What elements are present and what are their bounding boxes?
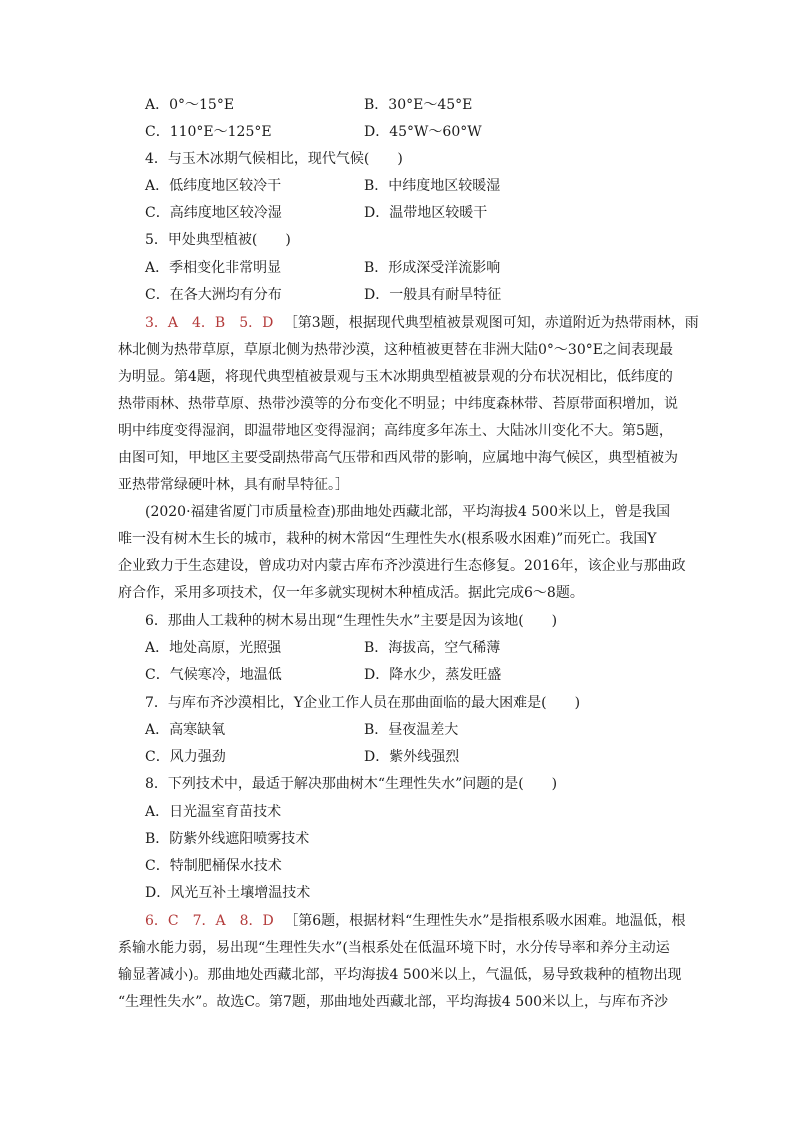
- answer-text: 为明显。第4题，将现代典型植被景观与玉木冰期典型植被景观的分布状况相比，低纬度的: [118, 369, 673, 385]
- answer-text: 输显著减小)。那曲地处西藏北部，平均海拔4 500米以上，气温低，易导致栽种的植物出现: [118, 967, 682, 983]
- q4-option-a: A．低纬度地区较冷干: [145, 178, 282, 194]
- q3-option-c: C．110°E～125°E: [145, 124, 272, 140]
- q7-option-a: A．高寒缺氧: [145, 722, 226, 738]
- q5-option-b: B．形成深受洋流影响: [364, 260, 501, 276]
- q8-option-b: B．防紫外线遮阳喷雾技术: [145, 831, 310, 847]
- q8-option-c: C．特制肥桶保水技术: [145, 858, 282, 874]
- q5-option-d: D．一般具有耐旱特征: [364, 287, 502, 303]
- q6-option-d: D．降水少，蒸发旺盛: [364, 667, 502, 683]
- q8-option-a: A．日光温室育苗技术: [145, 804, 282, 820]
- q4-option-d: D．温带地区较暖干: [364, 205, 488, 221]
- q5-option-c: C．在各大洲均有分布: [145, 287, 282, 303]
- answer-text: ［第3题，根据现代典型植被景观图可知，赤道附近为热带雨林，雨: [283, 315, 699, 331]
- answer-key-6-8: 6．C 7．A 8．D: [145, 913, 274, 929]
- q6-option-b: B．海拔高，空气稀薄: [364, 640, 501, 656]
- q7-option-d: D．紫外线强烈: [364, 749, 460, 765]
- q3-option-d: D．45°W～60°W: [364, 124, 482, 140]
- answer-text: 林北侧为热带草原，草原北侧为热带沙漠，这种植被更替在非洲大陆0°～30°E之间表现最: [118, 342, 673, 358]
- answer-text: 亚热带常绿硬叶林，具有耐旱特征。］: [118, 477, 349, 493]
- material-text: 府合作，采用多项技术，仅一年多就实现树木种植成活。据此完成6～8题。: [118, 585, 584, 601]
- q7-stem: 7．与库布齐沙漠相比，Y企业工作人员在那曲面临的最大困难是( ): [145, 695, 581, 711]
- q6-stem: 6．那曲人工栽种的树木易出现“生理性失水”主要是因为该地( ): [145, 613, 558, 629]
- q7-option-c: C．风力强劲: [145, 749, 226, 765]
- q4-stem: 4．与玉木冰期气候相比，现代气候( ): [145, 151, 403, 167]
- answer-block-1-line-1: [145, 313, 699, 333]
- q7-option-b: B．昼夜温差大: [364, 722, 459, 738]
- q3-option-a: A．0°～15°E: [145, 97, 235, 113]
- material-text: 唯一没有树木生长的城市，栽种的树木常因“生理性失水(根系吸水困难)”而死亡。我国Y: [118, 531, 657, 547]
- answer-text: ［第6题，根据材料“生理性失水”是指根系吸水困难。地温低，根: [284, 913, 686, 929]
- q5-stem: 5．甲处典型植被( ): [145, 232, 291, 248]
- q4-option-c: C．高纬度地区较冷湿: [145, 205, 282, 221]
- q5-option-a: A．季相变化非常明显: [145, 260, 282, 276]
- answer-text: 明中纬度变得湿润，即温带地区变得湿润；高纬度多年冻土、大陆冰川变化不大。第5题，: [118, 423, 673, 439]
- q6-option-c: C．气候寒冷，地温低: [145, 667, 282, 683]
- q8-stem: 8．下列技术中，最适于解决那曲树木“生理性失水”问题的是( ): [145, 776, 558, 792]
- q6-option-a: A．地处高原，光照强: [145, 640, 282, 656]
- answer-key-3-5: 3．A 4．B 5．D: [145, 315, 274, 331]
- answer-text: 热带雨林、热带草原、热带沙漠等的分布变化不明显；中纬度森林带、苔原带面积增加，说: [118, 396, 678, 412]
- q3-option-b: B．30°E～45°E: [364, 97, 473, 113]
- material-text: 企业致力于生态建设，曾成功对内蒙古库布齐沙漠进行生态修复。2016年，该企业与那曲政: [118, 558, 686, 574]
- q8-option-d: D．风光互补土壤增温技术: [145, 885, 311, 901]
- answer-text: “生理性失水”。故选C。第7题，那曲地处西藏北部，平均海拔4 500米以上，与库布齐沙: [118, 994, 669, 1010]
- material-text: (2020·福建省厦门市质量检查)那曲地处西藏北部，平均海拔4 500米以上，曾是我国: [145, 504, 671, 520]
- answer-text: 由图可知，甲地区主要受副热带高气压带和西风带的影响，应属地中海气候区，典型植被为: [118, 450, 678, 466]
- answer-block-2-line-1: [145, 911, 685, 931]
- answer-text: 系输水能力弱，易出现“生理性失水”(当根系处在低温环境下时，水分传导率和养分主动运: [118, 940, 670, 956]
- q4-option-b: B．中纬度地区较暖湿: [364, 178, 501, 194]
